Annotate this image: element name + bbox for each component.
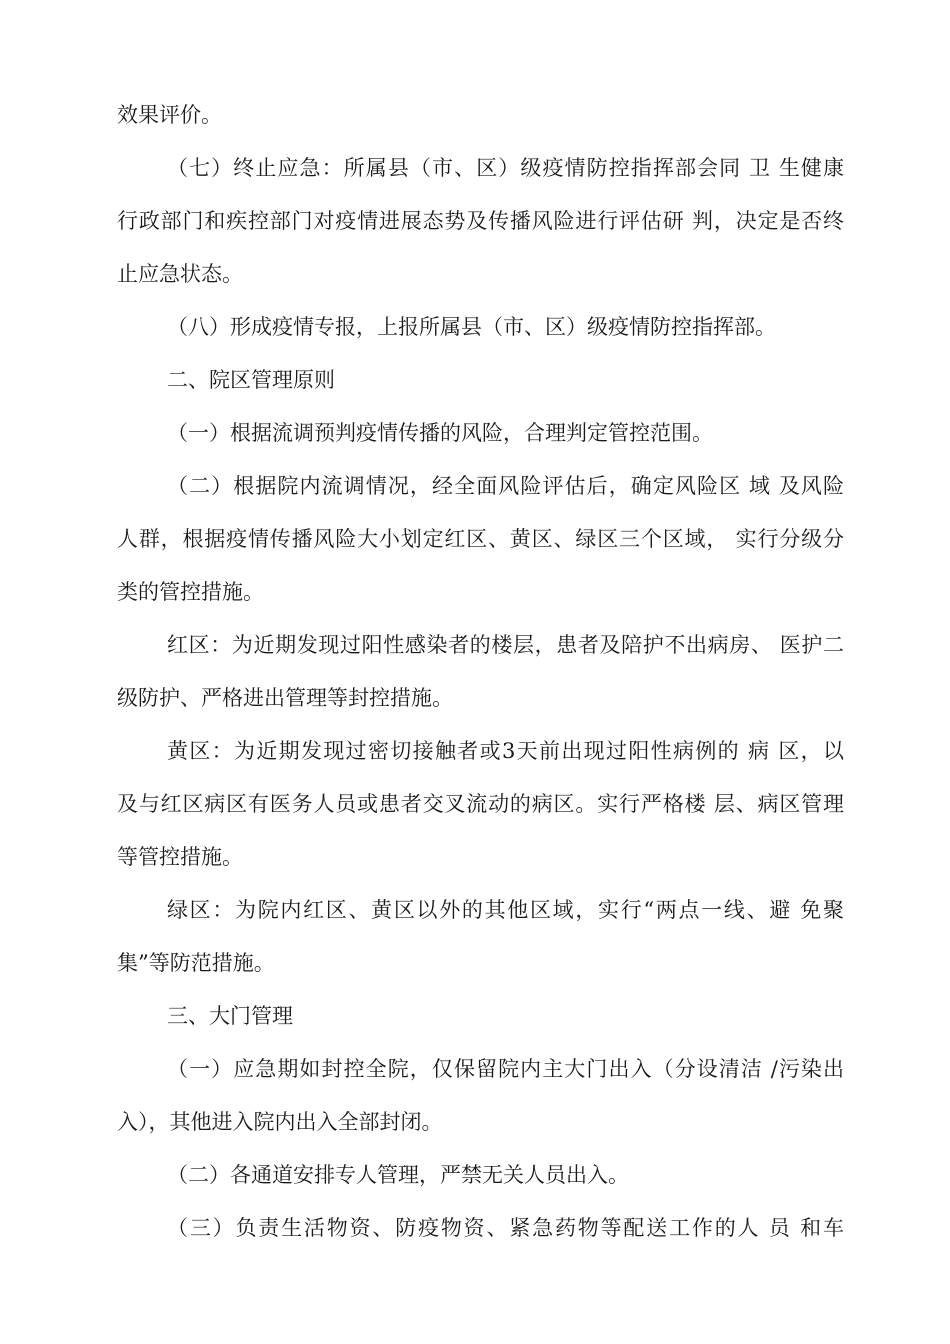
text-line: 人群，根据疫情传播风险大小划定红区、黄区、绿区三个区域， 实行分级分	[117, 527, 844, 551]
text-line: （二）根据院内流调情况，经全面风险评估后，确定风险区 域 及风险	[167, 474, 844, 498]
text-line: （七）终止应急：所属县（市、区）级疫情防控指挥部会同 卫 生健康	[167, 156, 844, 180]
text-line: 红区：为近期发现过阳性感染者的楼层，患者及陪护不出病房、 医护二	[167, 633, 844, 657]
text-line: （一）应急期如封控全院，仅保留院内主大门出入（分设清洁 /污染出	[167, 1057, 844, 1081]
text-line: （二）各通道安排专人管理，严禁无关人员出入。	[167, 1163, 629, 1187]
text-line: （一）根据流调预判疫情传播的风险，合理判定管控范围。	[167, 421, 713, 445]
text-line: （三）负责生活物资、防疫物资、紧急药物等配送工作的人 员 和车	[167, 1216, 844, 1240]
text-line: 等管控措施。	[117, 845, 243, 869]
text-line: 行政部门和疾控部门对疫情进展态势及传播风险进行评估研 判，决定是否终	[117, 209, 844, 233]
section-heading: 三、大门管理	[167, 1004, 293, 1028]
text-line: （八）形成疫情专报，上报所属县（市、区）级疫情防控指挥部。	[167, 315, 776, 339]
text-line: 入），其他进入院内出入全部封闭。	[117, 1110, 443, 1134]
text-line: 效果评价。	[117, 103, 222, 127]
text-line: 类的管控措施。	[117, 580, 264, 604]
text-line: 级防护、严格进出管理等封控措施。	[117, 686, 453, 710]
text-line: 黄区：为近期发现过密切接触者或3天前出现过阳性病例的 病 区，以	[167, 739, 844, 763]
text-line: 及与红区病区有医务人员或患者交叉流动的病区。实行严格楼 层、病区管理	[117, 792, 844, 816]
text-line: 绿区：为院内红区、黄区以外的其他区域，实行“两点一线、避 免聚	[167, 898, 844, 922]
text-line: 止应急状态。	[117, 262, 243, 286]
text-line: 集”等防范措施。	[117, 951, 275, 975]
section-heading: 二、院区管理原则	[167, 368, 335, 392]
